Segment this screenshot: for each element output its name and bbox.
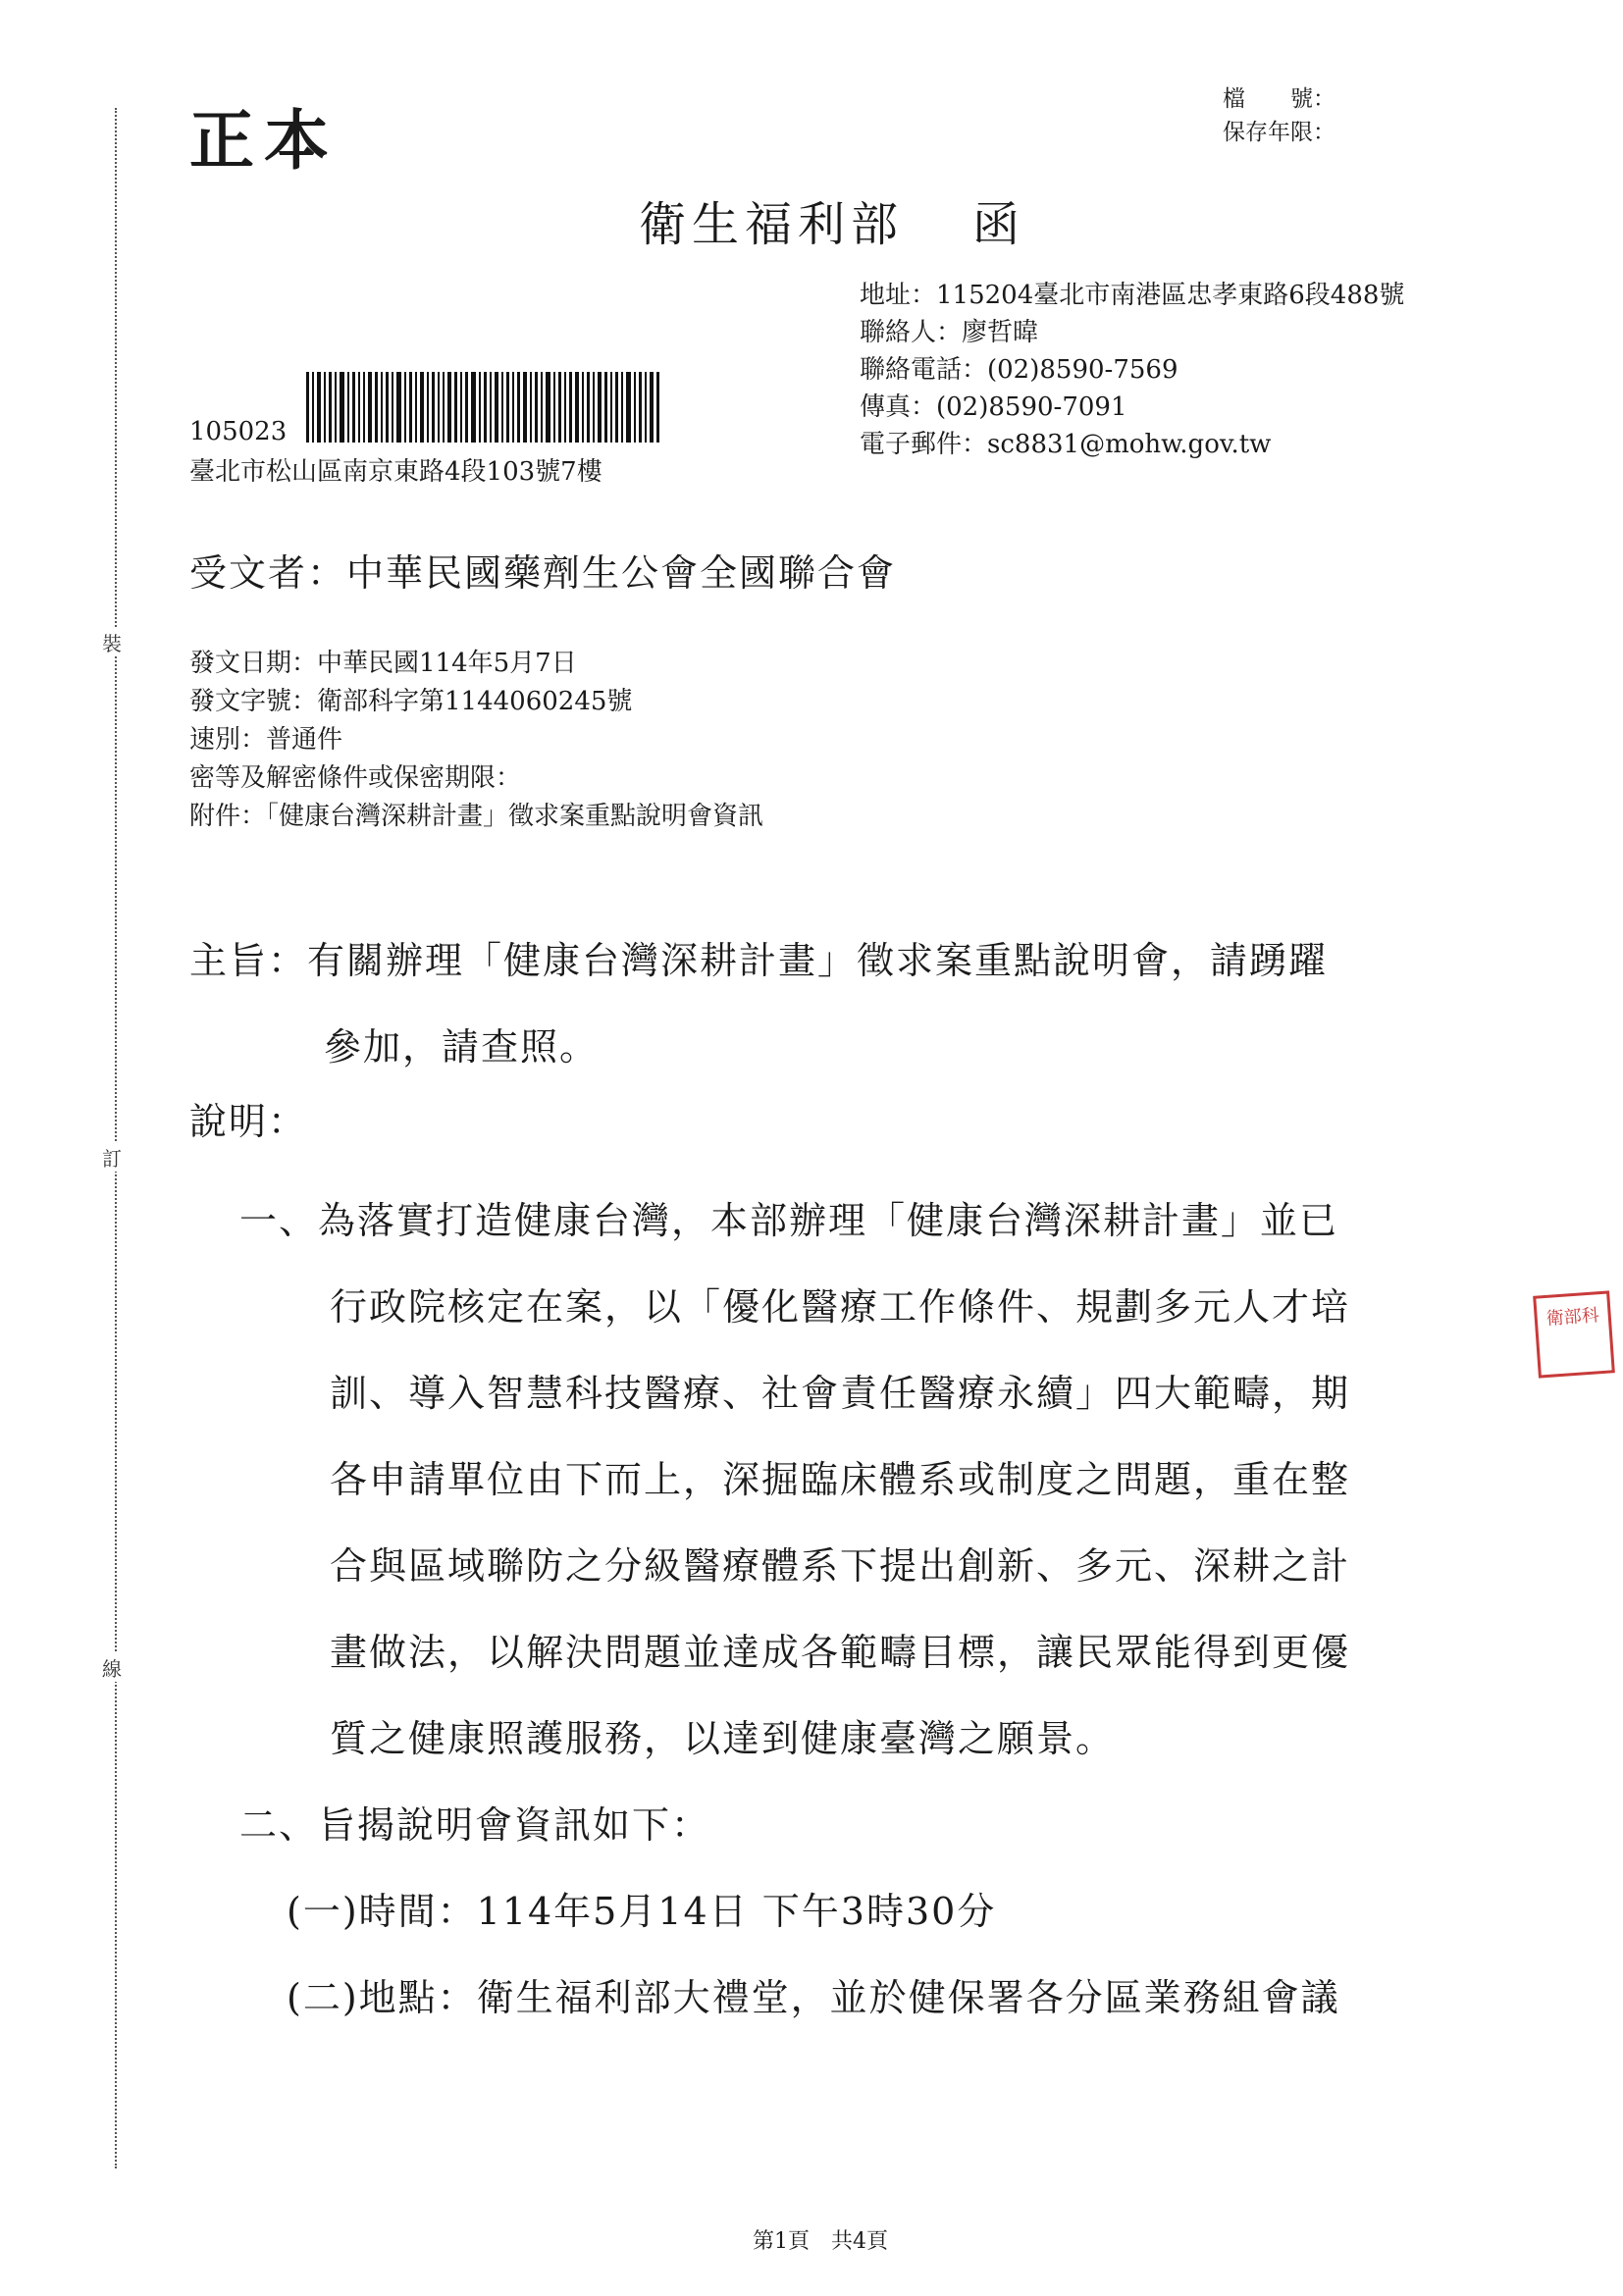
document-number: 發文字號：衛部科字第1144060245號 [189, 687, 633, 716]
mailing-address: 臺北市松山區南京東路4段103號7樓 [189, 457, 602, 487]
item2-time: (一)時間：114年5月14日 下午3時30分 [287, 1890, 997, 1933]
item1-line-4: 各申請單位由下而上，深掘臨床體系或制度之問題，重在整 [330, 1458, 1351, 1501]
subject-line-2: 參加，請查照。 [324, 1025, 600, 1069]
item2-place: (二)地點：衛生福利部大禮堂，並於健保署各分區業務組會議 [287, 1976, 1340, 2019]
barcode [306, 372, 679, 443]
item1-line-3: 訓、導入智慧科技醫療、社會責任醫療永續」四大範疇，期 [330, 1372, 1351, 1415]
explanation-item-2 [239, 1782, 1340, 2041]
item1-line-7: 質之健康照護服務，以達到健康臺灣之願景。 [330, 1717, 1116, 1760]
agency-name: 衛生福利部 [639, 197, 905, 252]
issue-date: 發文日期：中華民國114年5月7日 [189, 649, 577, 678]
item1-line-1: 一、為落實打造健康台灣，本部辦理「健康台灣深耕計畫」並已 [239, 1199, 1339, 1242]
doc-type: 函 [972, 197, 1026, 252]
page-number: 第1頁 共4頁 [753, 2229, 888, 2254]
binding-mark-bottom: 線 [102, 1653, 122, 1682]
contact-block [860, 277, 1404, 463]
postal-code: 105023 [189, 417, 288, 446]
subject [189, 917, 1328, 1090]
item1-line-6: 畫做法，以解決問題並達成各範疇目標，讓民眾能得到更優 [330, 1631, 1351, 1674]
file-info [1223, 82, 1335, 149]
document-title [639, 186, 1025, 254]
security-level: 密等及解密條件或保密期限： [189, 763, 522, 793]
explanation-heading: 說明： [189, 1100, 308, 1143]
recipient: 受文者：中華民國藥劑生公會全國聯合會 [189, 551, 897, 595]
item1-line-5: 合與區域聯防之分級醫療體系下提出創新、多元、深耕之計 [330, 1544, 1351, 1588]
retention-label: 保存年限： [1223, 120, 1335, 145]
binding-line [115, 108, 117, 2168]
contact-phone: 聯絡電話：(02)8590-7569 [860, 355, 1178, 385]
binding-mark-middle: 訂 [102, 1143, 122, 1172]
delivery-speed: 速別：普通件 [189, 725, 343, 755]
explanation-item-1 [239, 1177, 1350, 1782]
original-copy-mark: 正本 [189, 102, 339, 179]
document-meta [189, 645, 763, 836]
official-seal [1533, 1290, 1615, 1378]
subject-line-1: 主旨：有關辦理「健康台灣深耕計畫」徵求案重點說明會，請踴躍 [189, 939, 1329, 982]
attachment: 附件：「健康台灣深耕計畫」徵求案重點說明會資訊 [189, 802, 764, 831]
seal-text: 衛部科 [1545, 1305, 1600, 1330]
binding-mark-top: 裝 [102, 628, 122, 656]
contact-fax: 傳真：(02)8590-7091 [860, 392, 1127, 422]
contact-person: 聯絡人：廖哲暐 [860, 318, 1039, 347]
item1-line-2: 行政院核定在案，以「優化醫療工作條件、規劃多元人才培 [330, 1285, 1351, 1329]
item2-heading: 二、旨揭說明會資訊如下： [239, 1803, 711, 1847]
contact-address: 地址：115204臺北市南港區忠孝東路6段488號 [860, 281, 1405, 310]
contact-email: 電子郵件：sc8831@mohw.gov.tw [860, 430, 1272, 459]
file-number-label: 檔 號： [1223, 86, 1335, 112]
